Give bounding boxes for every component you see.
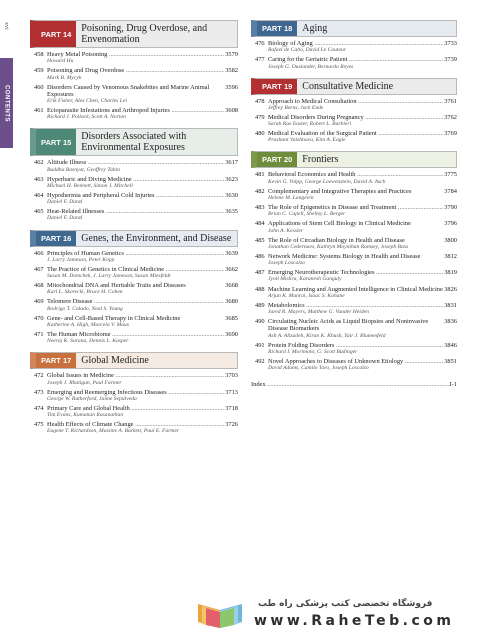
chapter-number: 472 [34, 372, 44, 380]
chapter-title: Behavioral Economics and Health ..... [268, 171, 443, 178]
chapter-entry[interactable] [255, 342, 457, 356]
chapter-line [34, 176, 238, 183]
chapter-title: Emerging Neurotherapeutic Technologies ..... [268, 269, 443, 276]
chapter-entry[interactable] [34, 298, 238, 312]
chapter-authors: George W. Rutherford, Jaime Sepúlveda [47, 395, 137, 402]
chapter-authors: Rodrigo T. Calado, Neal S. Young [47, 305, 123, 312]
chapter-line [34, 192, 238, 199]
chapter-title: Medical Evaluation of the Surgical Patient ..... [268, 130, 443, 137]
chapter-authors: Michael H. Bennett, Simon J. Mitchell [47, 182, 133, 189]
chapter-title: Applications of Stem Cell Biology in Clinical Medicine [268, 220, 411, 228]
chapter-page: 3608 [225, 107, 238, 115]
chapter-page: 3668 [225, 282, 238, 290]
index-entry[interactable] [251, 381, 457, 388]
part-header [251, 20, 457, 37]
chapter-number: 460 [34, 83, 44, 91]
chapter-authors: Jyoti Mishra, Karunesh Ganguly [268, 276, 342, 283]
chapter-number: 474 [34, 404, 44, 412]
chapter-authors: Neeraj K. Surana, Dennis L. Kasper [47, 338, 129, 345]
chapter-line [34, 84, 238, 98]
chapter-title: Hyperbaric and Diving Medicine ..... [47, 176, 224, 183]
chapter-entry[interactable] [34, 250, 238, 264]
chapter-authors: Richard J. Pollack, Scott A. Norton [47, 114, 126, 121]
chapter-title: Emerging and Reemerging Infectious Diseases ..... [47, 389, 224, 396]
chapter-authors: Sarah Rae Easter, Robert L. Barbieri [268, 121, 352, 128]
chapter-authors: Jonathan Cedernaes, Kathryn Moynihan Ramsey, Joseph Bass [268, 243, 409, 250]
chapter-entry[interactable] [34, 67, 238, 81]
chapter-list [251, 98, 457, 144]
chapter-authors: David Adams, Camilo Toro, Joseph Loscalzo [268, 365, 369, 372]
brand-url: www.RaheTeb.com [254, 613, 455, 629]
chapter-title: Heavy Metal Poisoning ..... [47, 51, 224, 58]
chapter-page: 3836 [443, 318, 457, 332]
chapter-title: Caring for the Geriatric Patient ..... [268, 56, 443, 63]
part-gap [251, 374, 457, 379]
chapter-list [251, 171, 457, 371]
part-number: PART 17 [36, 353, 76, 368]
chapter-title: Machine Learning and Augmented Intelligence in Clinical Medicine [268, 285, 443, 293]
chapter-page: 3761 [444, 97, 457, 105]
chapter-page: 3762 [444, 113, 457, 121]
chapter-line [34, 421, 238, 428]
chapter-page: 3596 [224, 84, 238, 98]
chapter-title: Approach to Medical Consultation ..... [268, 98, 443, 105]
chapter-authors: Katherine A. High, Marcela V. Maus [47, 321, 129, 328]
chapter-number: 483 [255, 204, 265, 212]
chapter-page: 3703 [225, 372, 238, 380]
chapter-number: 478 [255, 97, 265, 105]
chapter-line [34, 315, 238, 322]
chapter-entry[interactable] [255, 318, 457, 339]
chapter-title: Principles of Human Genetics ..... [47, 250, 224, 257]
chapter-title: Poisoning and Drug Overdose ..... [47, 67, 224, 74]
chapter-authors: Rafael de Cabo, David Le Couteur [268, 47, 346, 54]
chapter-entry[interactable] [34, 208, 238, 222]
chapter-authors: Kevin G. Volpp, George Loewenstein, David A. Asch [268, 178, 386, 185]
chapter-entry[interactable] [255, 269, 457, 283]
chapter-title: Mitochondrial DNA and Heritable Traits and Diseases [47, 282, 186, 290]
part-title: Frontiers [302, 154, 339, 166]
chapter-line [34, 405, 238, 412]
chapter-line [255, 269, 457, 276]
chapter-line [255, 114, 457, 121]
chapter-number: 492 [255, 357, 265, 365]
chapter-title: Network Medicine: Systems Biology in Health and Disease [268, 252, 421, 260]
chapter-title: The Role of Circadian Biology in Health and Disease [268, 236, 405, 244]
chapter-authors: Eugene T. Richardson, Maxime A. Burkett, Paul E. Farmer [47, 428, 180, 435]
chapter-title: Medical Disorders During Pregnancy ..... [268, 114, 443, 121]
chapter-entry[interactable] [255, 286, 457, 300]
chapter-line [34, 67, 238, 74]
chapter-line [34, 51, 238, 58]
chapter-line [255, 98, 457, 105]
chapter-authors: Richard I. Morimoto, G. Scott Budinger [268, 348, 358, 355]
chapter-page: 3685 [225, 314, 238, 322]
chapter-title: Novel Approaches to Diseases of Unknown Etiology ..... [268, 358, 443, 365]
chapter-page: 3819 [444, 269, 457, 277]
chapter-title: Health Effects of Climate Change ..... [47, 421, 224, 428]
chapter-line [34, 159, 238, 166]
chapter-page: 3812 [444, 252, 457, 260]
chapter-line [255, 342, 457, 349]
chapter-title: Gene- and Cell-Based Therapy in Clinical Medicine [47, 314, 181, 322]
chapter-title: The Role of Epigenetics in Disease and Treatment ..... [268, 204, 443, 211]
chapter-page: 3623 [225, 175, 238, 183]
chapter-title: Ectoparasite Infestations and Arthropod Injuries ..... [47, 107, 224, 114]
chapter-entry[interactable] [34, 176, 238, 190]
chapter-page: 3630 [225, 191, 238, 199]
part-header [251, 78, 457, 95]
chapter-page: 3635 [225, 208, 238, 216]
part-header [30, 352, 238, 369]
chapter-line [34, 208, 238, 215]
chapter-number: 471 [34, 331, 44, 339]
chapter-entry[interactable] [255, 204, 457, 218]
chapter-number: 475 [34, 421, 44, 429]
chapter-line [255, 40, 457, 47]
chapter-number: 481 [255, 171, 265, 179]
part-title: Disorders Associated with Environmental Exposures [81, 131, 187, 154]
chapter-title: Circulating Nucleic Acids as Liquid Biopsies and Noninvasive Disease Biomarkers [268, 318, 429, 333]
chapter-page: 3662 [225, 265, 238, 273]
chapter-number: 486 [255, 252, 265, 260]
chapter-line [255, 171, 457, 178]
chapter-line [255, 237, 457, 244]
chapter-number: 480 [255, 130, 265, 138]
chapter-list [30, 159, 238, 222]
chapter-number: 476 [255, 40, 265, 47]
chapter-authors: Susan M. Domchek, J. Larry Jameson, Susan Miesfeldt [47, 273, 171, 280]
chapter-number: 479 [255, 113, 265, 121]
brand-persian-name: فروشگاه تخصصی کتب پزشکی راه طب [258, 599, 433, 609]
part-number: PART 14 [36, 21, 76, 47]
part-header [30, 230, 238, 247]
chapter-title: Primary Care and Global Health ..... [47, 405, 224, 412]
book-logo-icon [192, 598, 248, 632]
chapter-number: 466 [34, 249, 44, 257]
chapter-entry[interactable] [255, 171, 457, 185]
chapter-number: 461 [34, 107, 44, 115]
chapter-title: Complementary and Integrative Therapies and Practices [268, 187, 412, 195]
chapter-authors: Ash A. Alizadeh, Kiran K. Khush, Yair J. Blumenfeld [268, 332, 386, 339]
chapter-entry[interactable] [34, 159, 238, 173]
chapter-list [30, 372, 238, 435]
chapter-page: 3713 [225, 388, 238, 396]
chapter-entry[interactable] [34, 51, 238, 65]
chapter-entry[interactable] [255, 130, 457, 144]
chapter-title: Hypothermia and Peripheral Cold Injuries ..... [47, 192, 224, 199]
chapter-authors: Prashant Vaishnava, Kim A. Eagle [268, 137, 346, 144]
chapter-line [255, 318, 457, 332]
chapter-list [251, 40, 457, 70]
chapter-authors: Joseph J. Rhatigan, Paul Farmer [47, 379, 122, 386]
chapter-authors: Jared R. Mayers, Matthew G. Vander Heiden [268, 309, 369, 316]
chapter-entry[interactable] [34, 421, 238, 435]
chapter-line [255, 56, 457, 63]
left-column [30, 20, 238, 443]
chapter-authors: Howard Hu [47, 58, 74, 65]
chapter-title: Altitude Illness ..... [47, 159, 224, 166]
part-title: Global Medicine [81, 355, 149, 367]
chapter-line [255, 358, 457, 365]
chapter-authors: Erik Fisher, Alex Chen, Charles Lei [47, 98, 127, 104]
chapter-entry[interactable] [255, 114, 457, 128]
chapter-entry[interactable] [34, 84, 238, 105]
chapter-authors: Joseph Loscalzo [268, 260, 305, 267]
chapter-page: 3680 [225, 298, 238, 306]
chapter-line [255, 220, 457, 227]
chapter-list [30, 250, 238, 345]
chapter-title: Global Issues in Medicine ..... [47, 372, 224, 379]
chapter-line [255, 188, 457, 195]
contents-side-tab: CONTENTS [0, 58, 13, 148]
chapter-line [255, 286, 457, 293]
chapter-number: 485 [255, 236, 265, 244]
chapter-page: 3775 [444, 171, 457, 179]
chapter-number: 469 [34, 298, 44, 306]
chapter-number: 468 [34, 282, 44, 290]
chapter-authors: John A. Kessler [268, 227, 304, 234]
part-number: PART 20 [257, 152, 297, 167]
chapter-entry[interactable] [34, 192, 238, 206]
chapter-entry[interactable] [255, 253, 457, 267]
chapter-authors: Daniel F. Danzl [47, 199, 83, 206]
chapter-authors: Brian C. Capell, Shelley L. Berger [268, 211, 346, 218]
index-title: Index ..... [251, 381, 450, 388]
chapter-number: 462 [34, 159, 44, 167]
page-number: xvi [3, 22, 9, 30]
chapter-page: 3790 [444, 204, 457, 212]
chapter-page: 3639 [225, 249, 238, 257]
chapter-entry[interactable] [34, 331, 238, 345]
chapter-number: 482 [255, 187, 265, 195]
chapter-authors: Arjun K. Manrai, Isaac S. Kohane [268, 292, 345, 299]
chapter-title: Telomere Disease ..... [47, 298, 224, 305]
chapter-number: 470 [34, 314, 44, 322]
chapter-authors: Joseph G. Ouslander, Bernardo Reyes [268, 63, 354, 70]
chapter-title: The Practice of Genetics in Clinical Medicine ..... [47, 266, 224, 273]
chapter-line [34, 372, 238, 379]
part-header [30, 20, 238, 48]
chapter-page: 3690 [225, 331, 238, 339]
part-header [30, 128, 238, 156]
chapter-page: 3796 [444, 220, 457, 228]
chapter-page: 3579 [225, 51, 238, 58]
chapter-page: 3846 [444, 341, 457, 349]
chapter-number: 489 [255, 301, 265, 309]
chapter-number: 487 [255, 269, 265, 277]
chapter-number: 477 [255, 56, 265, 64]
part-number: PART 15 [36, 129, 76, 155]
part-header [251, 151, 457, 168]
chapter-number: 467 [34, 265, 44, 273]
chapter-line [255, 130, 457, 137]
chapter-page: 3831 [444, 301, 457, 309]
chapter-title: The Human Microbiome ..... [47, 331, 224, 338]
chapter-line [34, 250, 238, 257]
chapter-page: 3739 [444, 56, 457, 64]
part-number: PART 18 [257, 21, 297, 36]
chapter-line [34, 298, 238, 305]
chapter-line [255, 204, 457, 211]
chapter-page: 3784 [444, 187, 457, 195]
chapter-number: 473 [34, 388, 44, 396]
chapter-line [34, 266, 238, 273]
chapter-page: 3800 [444, 236, 457, 244]
chapter-line [34, 389, 238, 396]
chapter-title: Protein Folding Disorders ..... [268, 342, 443, 349]
chapter-number: 484 [255, 220, 265, 228]
chapter-title: Heat-Related Illnesses ..... [47, 208, 224, 215]
chapter-page: 3826 [444, 285, 457, 293]
chapter-authors: Jeffrey Berns, Jack Ende [268, 104, 324, 111]
chapter-entry[interactable] [34, 266, 238, 280]
chapter-line [255, 253, 457, 260]
chapter-entry[interactable] [34, 405, 238, 419]
chapter-authors: Mark B. Mycyk [47, 74, 82, 81]
chapter-number: 488 [255, 285, 265, 293]
part-title: Poisoning, Drug Overdose, and Envenomation [81, 23, 208, 45]
chapter-authors: Daniel F. Danzl [47, 215, 83, 222]
chapter-entry[interactable] [34, 315, 238, 329]
right-column [251, 20, 457, 388]
chapter-entry[interactable] [34, 372, 238, 386]
chapter-authors: Karl L. Skorecki, Bruce H. Cohen [47, 289, 123, 296]
chapter-number: 490 [255, 318, 265, 326]
chapter-page: 3851 [444, 357, 457, 365]
part-number: PART 16 [36, 231, 76, 246]
chapter-page: 3769 [444, 130, 457, 138]
chapter-entry[interactable] [34, 107, 238, 121]
chapter-entry[interactable] [255, 302, 457, 316]
chapter-title: Biology of Aging ..... [268, 40, 443, 47]
chapter-page: 3726 [225, 421, 238, 429]
index-page: I-1 [449, 381, 457, 389]
chapter-entry[interactable] [255, 358, 457, 372]
chapter-entry[interactable] [255, 98, 457, 112]
chapter-line [34, 107, 238, 114]
chapter-page: 3617 [225, 159, 238, 167]
chapter-list [30, 51, 238, 121]
chapter-entry[interactable] [255, 40, 457, 54]
chapter-title: Disorders Caused by Venomous Snakebites and Marine Animal Exposures [47, 83, 210, 98]
chapter-line [34, 282, 238, 289]
chapter-number: 464 [34, 191, 44, 199]
part-gap [30, 438, 238, 443]
chapter-authors: Tim Evans, Kumanan Rasanathan [47, 412, 124, 419]
chapter-entry[interactable] [255, 56, 457, 70]
chapter-authors: Helene M. Langevin [268, 194, 314, 201]
chapter-entry[interactable] [255, 220, 457, 234]
chapter-number: 463 [34, 175, 44, 183]
chapter-title: Metabolomics ..... [268, 302, 443, 309]
chapter-page: 3733 [444, 40, 457, 47]
chapter-authors: Buddha Basnyat, Geoffrey Tabin [47, 166, 120, 173]
part-title: Genes, the Environment, and Disease [81, 232, 232, 244]
chapter-entry[interactable] [34, 389, 238, 403]
part-title: Consultative Medicine [302, 80, 394, 92]
part-number: PART 19 [257, 79, 297, 94]
chapter-number: 491 [255, 341, 265, 349]
chapter-line [255, 302, 457, 309]
chapter-number: 459 [34, 67, 44, 75]
chapter-entry[interactable] [255, 237, 457, 251]
chapter-number: 465 [34, 208, 44, 216]
chapter-line [34, 331, 238, 338]
chapter-entry[interactable] [34, 282, 238, 296]
chapter-page: 3718 [225, 404, 238, 412]
chapter-number: 458 [34, 51, 44, 58]
part-title: Aging [302, 23, 328, 34]
chapter-entry[interactable] [255, 188, 457, 202]
chapter-page: 3582 [225, 67, 238, 75]
chapter-authors: J. Larry Jameson, Peter Kopp [47, 256, 115, 263]
